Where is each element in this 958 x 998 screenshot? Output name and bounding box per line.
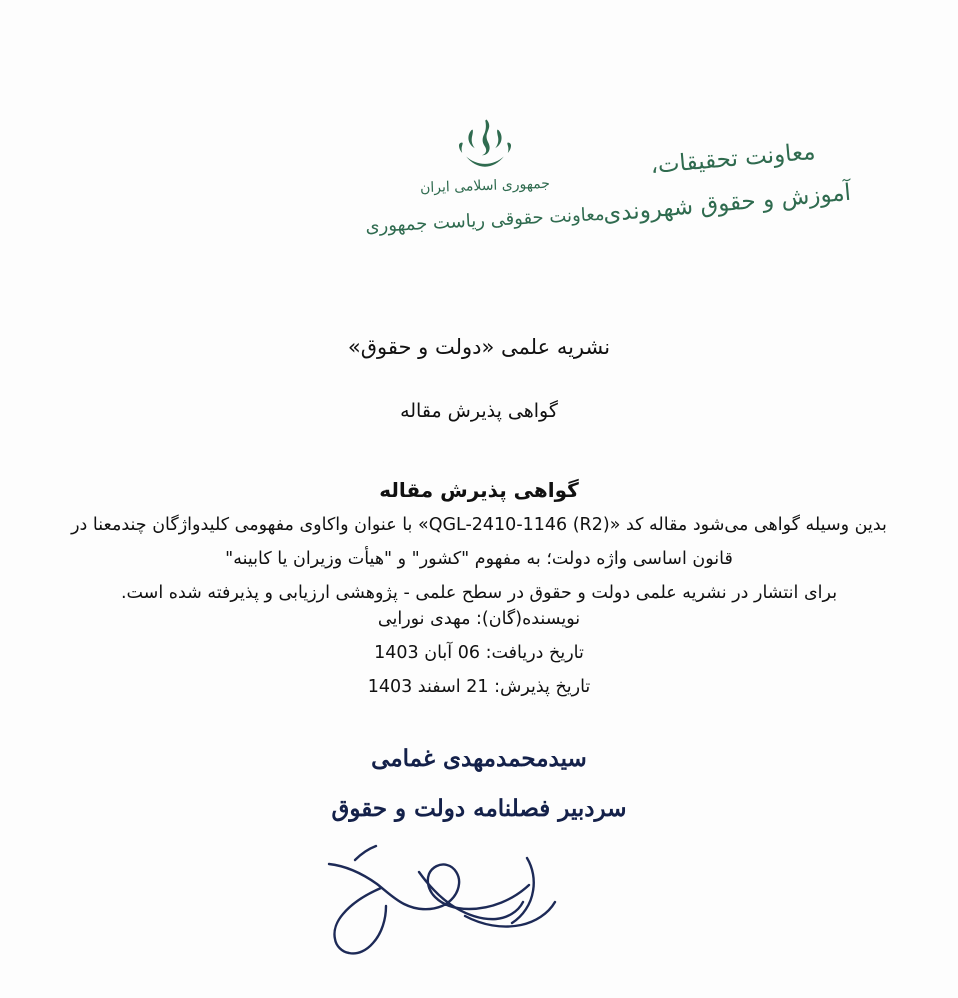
certificate-meta xyxy=(0,602,958,704)
document-header xyxy=(0,118,958,288)
certificate-body xyxy=(46,508,912,610)
body-line1-after-code: » با عنوان واکاوی مفهومی کلیدواژگان چندمعنا در xyxy=(71,515,429,535)
certificate-heading: گواهی پذیرش مقاله xyxy=(379,478,579,502)
author-line: نویسنده(گان): مهدی نورایی xyxy=(377,609,581,629)
signatory-role: سردبیر فصلنامه دولت و حقوق xyxy=(331,795,627,822)
department-block xyxy=(568,138,898,225)
article-code: QGL-2410-1146 (R2) xyxy=(428,515,610,535)
signatory-name: سیدمحمدمهدی غمامی xyxy=(371,745,587,772)
journal-title: نشریه علمی «دولت و حقوق» xyxy=(347,335,611,359)
handwritten-signature-icon xyxy=(0,820,958,980)
body-line2: قانون اساسی واژه دولت؛ به مفهوم "کشور" و "هیأت وزیران یا کابینه" xyxy=(225,549,733,570)
iran-emblem-icon xyxy=(458,118,512,170)
department-line-2: آموزش و حقوق شهروندی xyxy=(602,179,852,227)
received-date-line: تاریخ دریافت: 06 آبان 1403 xyxy=(374,643,584,664)
emblem-office-label: معاونت حقوقی ریاست جمهوری xyxy=(364,203,606,238)
department-line-1: معاونت تحقیقات، xyxy=(649,138,817,180)
emblem-country-label: جمهوری اسلامی ایران xyxy=(419,175,551,197)
accepted-date-line: تاریخ پذیرش: 21 اسفند 1403 xyxy=(367,677,591,698)
body-line3: برای انتشار در نشریه علمی دولت و حقوق در سطح علمی - پژوهشی ارزیابی و پذیرفته شده است. xyxy=(120,583,838,604)
certificate-subtitle: گواهی پذیرش مقاله xyxy=(400,400,558,422)
body-line1-before-code: بدین وسیله گواهی می‌شود مقاله کد « xyxy=(609,515,887,535)
